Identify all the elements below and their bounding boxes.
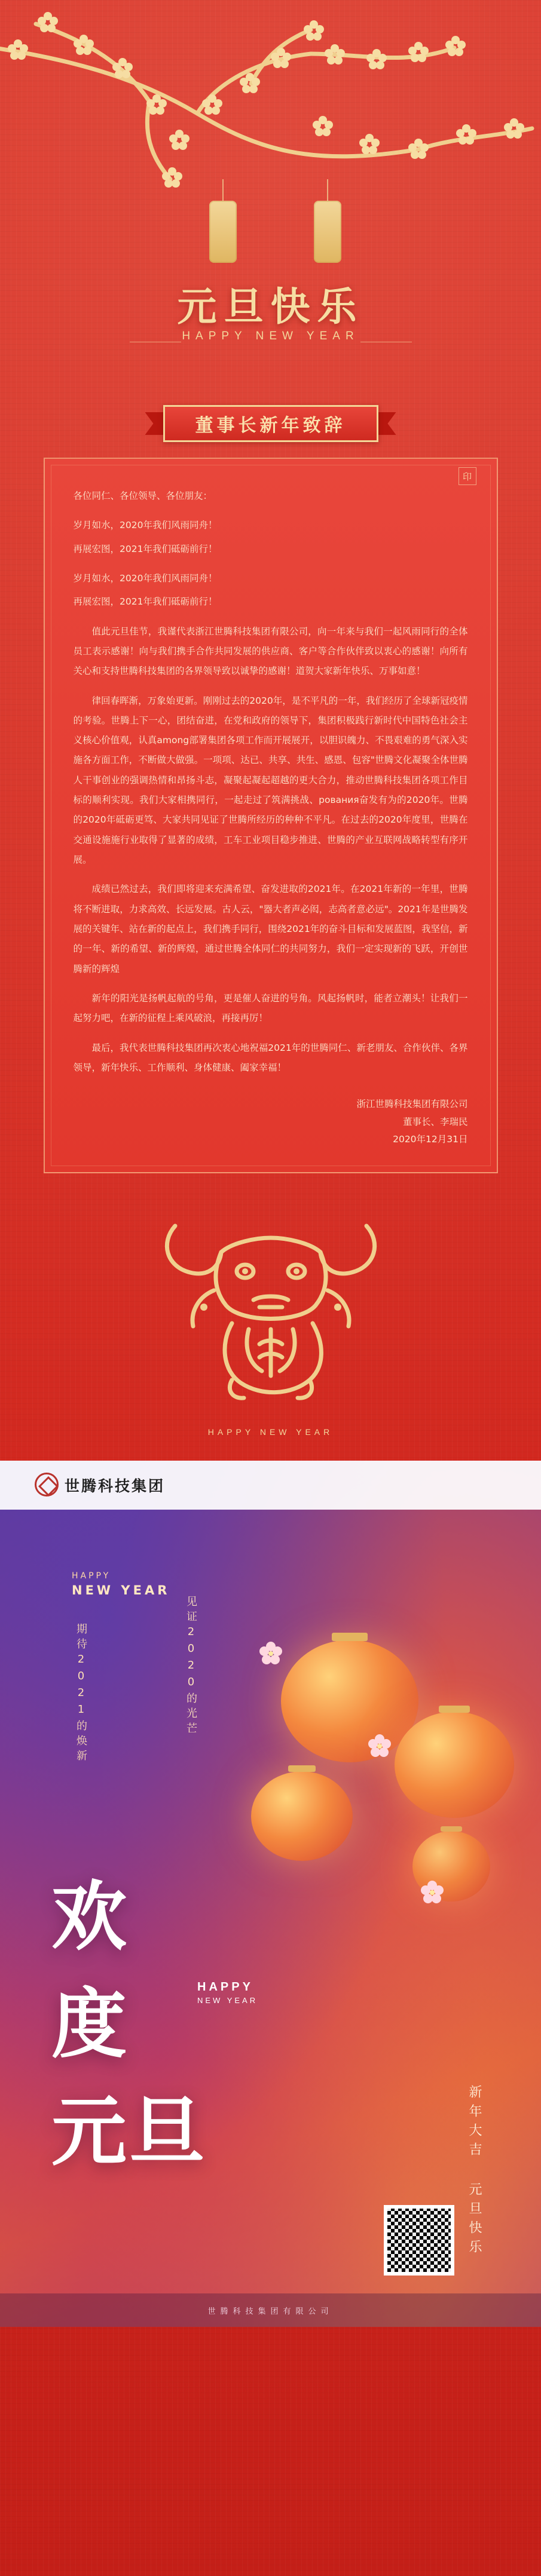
letter-verse: 再展宏图，2021年我们砥砺前行！ (73, 543, 218, 554)
section-heading-ribbon (163, 405, 378, 442)
blossom-icon (366, 1732, 393, 1760)
lantern-icon (209, 201, 237, 263)
signature-company: 浙江世腾科技集团有限公司 (356, 1099, 468, 1110)
signature-block (74, 1096, 468, 1148)
poster-en-title (197, 1980, 258, 2005)
poster-lantern-icon (251, 1771, 353, 1861)
letter-paragraph: 最后，我代表世腾科技集团再次衷心地祝福2021年的世腾同仁、新老朋友、合作伙伴、各界领导，新年快乐、工作顺利、身体健康、阖家幸福！ (73, 1042, 468, 1073)
letter-paragraph: 成绩已然过去，我们即将迎来充满希望、奋发进取的2021年。在2021年新的一年里，世腾将不断进取，力求高效、长远发展。古人云，"器大者声必闳，志高者意必远"。2021年是世腾发展的关键年、站在新的起点上，我们携手同行，围绕2021年的奋斗目标和发展蓝图，我坚信，新的一年、新的希望、新的辉煌，通过世腾全体同仁的共同努力，我们一定实现新的飞跃，开创世腾新的辉煌 (73, 884, 468, 974)
seal-icon: 印 (459, 467, 476, 485)
ribbon-body (163, 405, 378, 442)
hero-section (0, 0, 541, 394)
poster-section (0, 1461, 541, 2327)
poster-lantern-icon (395, 1712, 514, 1818)
poster-footer: 世腾科技集团有限公司 (0, 2293, 541, 2327)
letter-verse: 岁月如水，2020年我们风雨同舟！ (73, 520, 218, 531)
ribbon-label: 董事长新年致辞 (195, 415, 346, 436)
lantern-icon (314, 201, 341, 263)
letter-card (44, 458, 498, 1173)
page-subtitle: HAPPY NEW YEAR (182, 330, 359, 342)
ox-illustration (0, 1201, 541, 1413)
letter-paragraph: 律回春晖渐，万象始更新。刚刚过去的2020年，是不平凡的一年，我们经历了全球新冠疫情的考验。世腾上下一心，团结奋进，在党和政府的领导下，集团积极践行新时代中国特色社会主义核心价值观，认真among部署集团各项工作而开展展开，以胆识魄力、不畏艰难的勇气深入实施各方面工作，不断做大做强。一项项、达已、共享、共生、感恩、包容"世腾文化凝聚全体世腾人干事创业的强调热情和昂扬斗志，凝聚起凝起超越的更大合力，推动世腾科技集团各项工作目标的顺利实现。我们大家相携同行，一起走过了筑满挑战、рования奋发有为的2020年。世腾的2020年砥砺更笃、大家共同见证了世腾所经历的种种不平凡。在过去的2020年度里，世腾在交通设施施行业取得了显著的成绩，工车工业项目稳步推进、世腾的产业互联网战略转型有序开展。 (73, 695, 468, 865)
signature-date: 2020年12月31日 (393, 1134, 468, 1145)
poster-vertical-right: 见证2020的光芒 (185, 1596, 197, 1738)
poster-vertical-left: 期待2021的焕新 (75, 1623, 87, 1765)
poster-right-vertical-text: 新年大吉 元旦快乐 (467, 2085, 482, 2259)
page-title: 元旦快乐 (177, 284, 364, 330)
blossom-icon (257, 1640, 285, 1667)
ribbon-tail-right (376, 412, 396, 435)
ribbon-tail-left (145, 412, 166, 435)
company-diamond-logo-icon (35, 1473, 59, 1496)
poster-kicker-small: HAPPY (72, 1571, 111, 1581)
letter-salutation: 各位同仁、各位领导、各位朋友： (73, 490, 213, 501)
poster-header (0, 1461, 541, 1510)
letter-paragraph: 新年的阳光是扬帆起航的号角，更是催人奋进的号角。风起扬帆时，能者立潮头！让我们一起努力吧，在新的征程上乘风破浪，再接再厉！ (73, 992, 468, 1024)
poster-brand-name: 世腾科技集团 (65, 1477, 166, 1495)
letter-paragraph: 值此元旦佳节，我谨代表浙江世腾科技集团有限公司，向一年来与我们一起风雨同行的全体员工表示感谢！向与我们携手合作共同发展的供应商、客户等合作伙伴致以衷心的感谢！向所有关心和支持世腾科技集团的各界领导致以诚挚的感谢！道贺大家新年快乐、万事如意！ (73, 625, 468, 677)
blossom-icon (418, 1879, 446, 1906)
ox-caption: HAPPY NEW YEAR (207, 1427, 334, 1437)
ox-paper-cut-icon (142, 1201, 399, 1410)
poster-title-char: 度 (51, 1980, 129, 2069)
poster-kicker-big: NEW YEAR (72, 1583, 170, 1598)
poster-en-title-main: HAPPY (197, 1980, 253, 1994)
poster-title-char: 欢 (51, 1873, 129, 1961)
poster-title-char: 元旦 (51, 2088, 207, 2176)
signature-role: 董事长、李瑞民 (402, 1116, 468, 1127)
poster-en-title-sub: NEW YEAR (197, 1996, 258, 2005)
qr-code[interactable] (384, 2205, 454, 2276)
letter-verse: 再展宏图，2021年我们砥砺前行！ (73, 596, 218, 608)
letter-verse: 岁月如水，2020年我们风雨同舟！ (73, 572, 218, 584)
poster-lantern-icon (281, 1640, 418, 1762)
